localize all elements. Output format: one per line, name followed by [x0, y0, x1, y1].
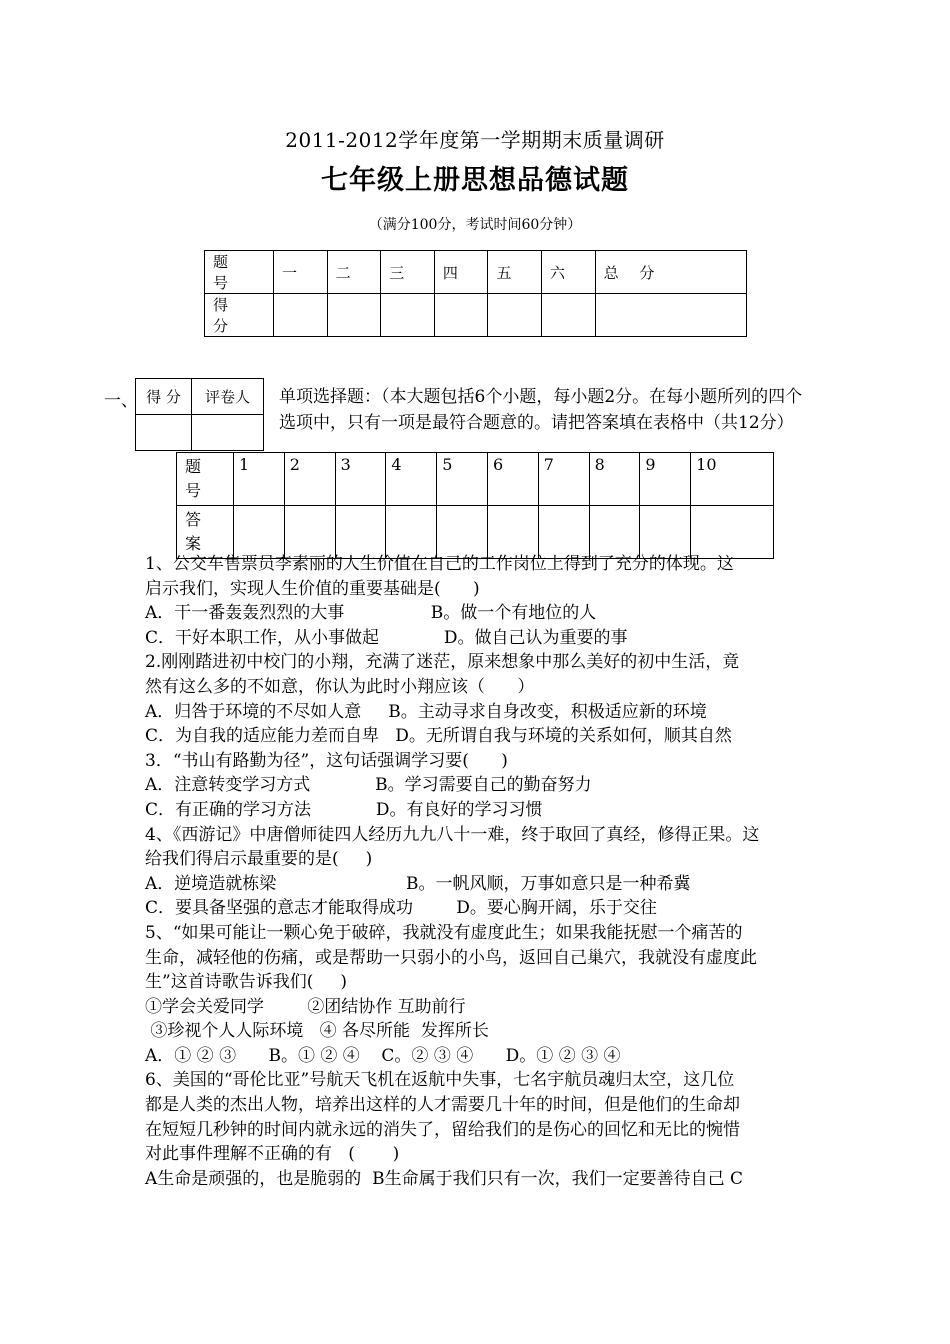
question-number-cell: 1 [234, 453, 285, 506]
question-line: 对此事件理解不正确的有 ( ) [145, 1144, 400, 1165]
question-number-cell: 10 [691, 453, 774, 506]
question-number-cell: 9 [640, 453, 691, 506]
question-option-line: A．干一番轰轰烈烈的大事 B。做一个有地位的人 [145, 603, 597, 624]
question-number-cell: 5 [437, 453, 488, 506]
score-table-header-row [205, 251, 747, 294]
score-cell[interactable] [488, 294, 542, 337]
section-number: 一、 [104, 391, 138, 411]
question-line: 都是人类的杰出人物，培养出这样的人才需要几十年的时间，但是他们的生命却 [145, 1095, 740, 1116]
score-cell[interactable] [542, 294, 596, 337]
answer-cell[interactable] [691, 506, 774, 559]
question-line: 生命，减轻他的伤痛，或是帮助一只弱小的小鸟，返回自己巢穴，我就没有虚度此 [145, 947, 757, 968]
question-line: 然有这么多的不如意，你认为此时小翔应该（ ） [145, 676, 535, 697]
question-line: 5、“如果可能让一颗心免于破碎，我就没有虚度此生；如果我能抚慰一个痛苦的 [145, 922, 743, 943]
answer-cell[interactable] [386, 506, 437, 559]
question-option-line: C．干好本职工作，从小事做起 D。做自己认为重要的事 [145, 627, 628, 648]
question-list [145, 552, 815, 1191]
question-option-line: A．逆境造就栋梁 B。一帆风顺，万事如意只是一种希冀 [145, 873, 691, 894]
answer-cell[interactable] [437, 506, 488, 559]
score-table [204, 250, 747, 337]
question-number-cell: 7 [538, 453, 589, 506]
score-cell[interactable] [595, 294, 746, 337]
grader-score-cell[interactable] [136, 415, 192, 451]
question-option-line: A．① ② ③ B。① ② ④ C。② ③ ④ D。① ② ③ ④ [145, 1045, 621, 1066]
question-option-line: A．注意转变学习方式 B。学习需要自己的勤奋努力 [145, 775, 592, 796]
question-line: 生”这首诗歌告诉我们( ) [145, 972, 347, 993]
answer-cell[interactable] [335, 506, 386, 559]
score-table-cell: 三 [381, 251, 435, 294]
question-option-line: C．要具备坚强的意志才能取得成功 D。要心胸开阔，乐于交往 [145, 898, 657, 919]
score-table-cell: 总 分 [595, 251, 746, 294]
answer-table-header: 题 号 [177, 453, 234, 506]
answer-cell[interactable] [538, 506, 589, 559]
question-number-cell: 4 [386, 453, 437, 506]
score-cell[interactable] [434, 294, 488, 337]
question-line: 4、《西游记》中唐僧师徒四人经历九九八十一难，终于取回了真经，修得正果。这 [145, 824, 760, 845]
exam-header-year: 2011-2012学年度第一学期期末质量调研 [285, 128, 665, 152]
question-line: 1、公交车售票员李素丽的人生价值在自己的工作岗位上得到了充分的体现。这 [145, 554, 734, 574]
score-table-cell: 题 号 [205, 251, 274, 294]
answer-cell[interactable] [589, 506, 640, 559]
answer-cell[interactable] [487, 506, 538, 559]
question-option-line: C．有正确的学习方法 D。有良好的学习习惯 [145, 799, 543, 820]
section-description-line: 单项选择题：（本大题包括6个小题，每小题2分。在每小题所列的四个 [279, 387, 803, 407]
question-line: 给我们得启示最重要的是( ) [145, 849, 373, 870]
question-line: 2.刚刚踏进初中校门的小翔，充满了迷茫，原来想象中那么美好的初中生活，竟 [145, 652, 740, 673]
answer-table-answer-row [177, 506, 774, 559]
question-option-line: A生命是顽强的，也是脆弱的 B生命属于我们只有一次，我们一定要善待自己 C [145, 1168, 743, 1189]
question-number-cell: 8 [589, 453, 640, 506]
exam-note: （满分100分，考试时间60分钟） [368, 217, 582, 233]
question-statement-line: ③珍视个人人际环境 ④ 各尽所能 发挥所长 [145, 1021, 489, 1042]
score-table-cell: 四 [434, 251, 488, 294]
question-line: 3．“书山有路勤为径”，这句话强调学习要( ) [145, 750, 508, 771]
score-cell[interactable] [381, 294, 435, 337]
question-line: 6、美国的“哥伦比亚”号航天飞机在返航中失事，七名宇航员魂归太空，这几位 [145, 1070, 735, 1091]
question-number-cell: 3 [335, 453, 386, 506]
answer-table [176, 452, 774, 559]
score-cell[interactable] [274, 294, 328, 337]
score-table-cell: 五 [488, 251, 542, 294]
question-option-line: C．为自我的适应能力差而自卑 D。无所谓自我与环境的关系如何，顺其自然 [145, 726, 732, 747]
answer-table-number-row [177, 453, 774, 506]
answer-table-header: 答 案 [177, 506, 234, 559]
question-number-cell: 2 [284, 453, 335, 506]
answer-cell[interactable] [284, 506, 335, 559]
answer-cell[interactable] [234, 506, 285, 559]
score-cell[interactable] [327, 294, 381, 337]
score-table-cell: 得 分 [205, 294, 274, 337]
exam-title: 七年级上册思想品德试题 [321, 165, 629, 196]
answer-cell[interactable] [640, 506, 691, 559]
score-table-cell: 一 [274, 251, 328, 294]
question-statement-line: ①学会关爱同学 ②团结协作 互助前行 [145, 996, 466, 1017]
question-number-cell: 6 [487, 453, 538, 506]
score-table-score-row [205, 294, 747, 337]
question-line: 在短短几秒钟的时间内就永远的消失了，留给我们的是伤心的回忆和无比的惋惜 [145, 1119, 740, 1140]
score-table-cell: 六 [542, 251, 596, 294]
question-option-line: A．归咎于环境的不尽如人意 B。主动寻求自身改变，积极适应新的环境 [145, 701, 707, 722]
grader-header-score: 得 分 [136, 379, 192, 415]
grader-reviewer-cell[interactable] [191, 415, 263, 451]
section-description-line: 选项中，只有一项是最符合题意的。请把答案填在表格中（共12分） [279, 413, 794, 433]
grader-header-reviewer: 评卷人 [191, 379, 263, 415]
score-table-cell: 二 [327, 251, 381, 294]
section-description [279, 384, 879, 436]
question-line: 启示我们，实现人生价值的重要基础是( ) [145, 578, 480, 599]
grader-table [135, 378, 264, 451]
